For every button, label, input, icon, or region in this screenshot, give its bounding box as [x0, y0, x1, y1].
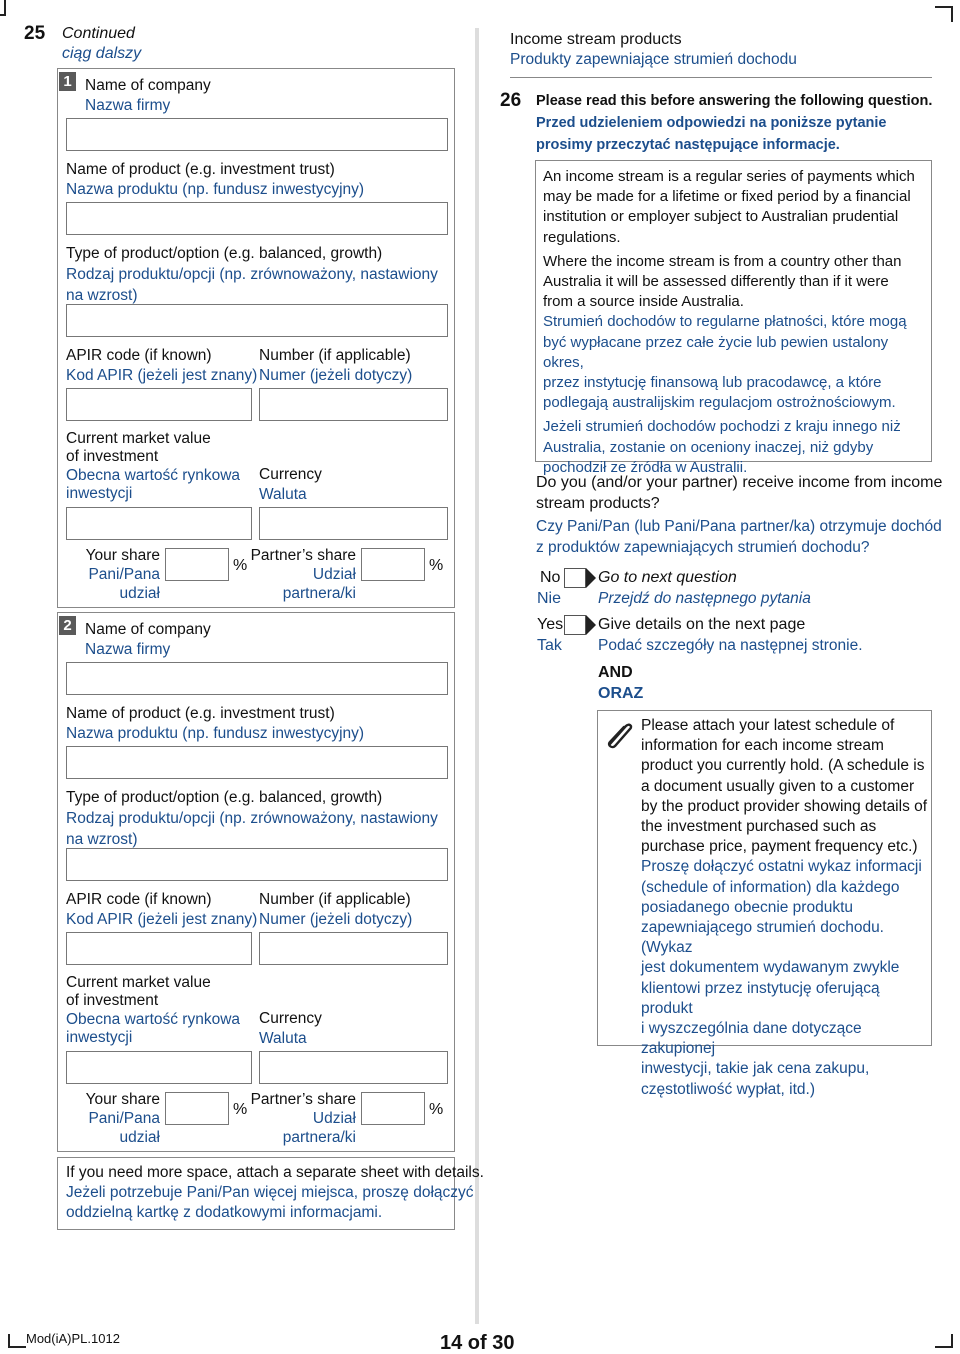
section-rule	[510, 77, 932, 78]
your-share-field-1[interactable]	[165, 548, 229, 581]
partner-share-label-pl: Udział	[312, 1110, 356, 1127]
your-share-field-2[interactable]	[165, 1092, 229, 1125]
apir-field-2[interactable]	[66, 932, 252, 965]
your-share-label: Your share	[85, 547, 160, 564]
entry-number-1: 1	[59, 72, 76, 91]
number-field-1[interactable]	[259, 388, 448, 421]
crop-mark-top-left	[0, 0, 6, 16]
currency-label-pl: Waluta	[259, 486, 307, 503]
your-share-label-pl-2: udział	[119, 585, 160, 602]
arrow-right-icon	[586, 615, 596, 635]
no-checkbox[interactable]	[564, 568, 586, 588]
type-label-pl: Rodzaj produktu/opcji (np. zrównoważony, nastawiony na wzrost)	[66, 266, 438, 304]
number-label-pl: Numer (jeżeli dotyczy)	[259, 911, 413, 928]
partner-share-label-pl: Udział	[312, 566, 356, 583]
apir-label: APIR code (if known)	[66, 347, 212, 364]
company-label: Name of company	[85, 621, 211, 638]
partner-share-label-pl-2: partnera/ki	[282, 1129, 356, 1146]
your-share-label-pl: Pani/Pana	[88, 1110, 160, 1127]
yes-label-pl: Tak	[537, 637, 562, 654]
market-value-field-1[interactable]	[66, 507, 252, 540]
type-label: Type of product/option (e.g. balanced, growth)	[66, 245, 383, 262]
partner-share-label: Partner’s share	[250, 1091, 356, 1108]
and-label-pl: ORAZ	[598, 685, 644, 702]
crop-mark-top-right	[935, 6, 953, 22]
question-text: Do you (and/or your partner) receive income from income	[536, 474, 943, 491]
form-code: Mod(iA)PL.1012	[26, 1331, 120, 1346]
market-value-label-pl-2: inwestycji	[66, 1029, 133, 1046]
percent-sign: %	[233, 557, 248, 574]
no-label: No	[540, 569, 561, 586]
no-action-pl: Przejdź do następnego pytania	[598, 590, 811, 607]
partner-share-label-pl-2: partnera/ki	[282, 585, 356, 602]
company-label: Name of company	[85, 77, 211, 94]
currency-label: Currency	[259, 466, 322, 483]
product-label-pl: Nazwa produktu (np. fundusz inwestycyjny)	[66, 725, 365, 742]
type-label-pl: Rodzaj produktu/opcji (np. zrównoważony, nastawiony na wzrost)	[66, 810, 438, 848]
apir-label: APIR code (if known)	[66, 891, 212, 908]
market-value-label: Current market value	[66, 430, 211, 447]
company-label-pl: Nazwa firmy	[85, 97, 171, 114]
your-share-label-pl: Pani/Pana	[88, 566, 160, 583]
number-field-2[interactable]	[259, 932, 448, 965]
percent-sign: %	[429, 557, 444, 574]
type-label: Type of product/option (e.g. balanced, growth)	[66, 789, 383, 806]
market-value-label-2: of investment	[66, 992, 159, 1009]
yes-action-pl: Podać szczegóły na następnej stronie.	[598, 637, 863, 654]
number-label-pl: Numer (jeżeli dotyczy)	[259, 367, 413, 384]
product-label-pl: Nazwa produktu (np. fundusz inwestycyjny)	[66, 181, 365, 198]
section-title-pl: Produkty zapewniające strumień dochodu	[510, 51, 797, 68]
product-field-1[interactable]	[66, 202, 448, 235]
your-share-label-pl-2: udział	[119, 1129, 160, 1146]
apir-field-1[interactable]	[66, 388, 252, 421]
partner-share-field-1[interactable]	[361, 548, 425, 581]
market-value-label-2: of investment	[66, 448, 159, 465]
section-title: Income stream products	[510, 31, 682, 48]
market-value-label: Current market value	[66, 974, 211, 991]
and-label: AND	[598, 664, 633, 681]
more-space-text-pl-2: oddzielną kartkę z dodatkowymi informacjami.	[66, 1204, 383, 1221]
question-number: 25	[24, 23, 46, 44]
type-field-2[interactable]	[66, 848, 448, 881]
apir-label-pl: Kod APIR (jeżeli jest znany)	[66, 911, 258, 928]
partner-share-label: Partner’s share	[250, 547, 356, 564]
intro-text: Please read this before answering the following question.	[536, 93, 933, 109]
paperclip-icon	[602, 716, 636, 750]
question-text-pl: Czy Pani/Pan (lub Pani/Pana partner/ka) otrzymuje dochód	[536, 518, 942, 535]
market-value-label-pl: Obecna wartość rynkowa	[66, 467, 241, 484]
yes-label: Yes	[537, 616, 564, 633]
currency-field-2[interactable]	[259, 1051, 448, 1084]
number-label: Number (if applicable)	[259, 891, 411, 908]
intro-text-pl: Przed udzieleniem odpowiedzi na poniższe pytanie	[536, 115, 887, 131]
arrow-right-icon	[586, 568, 596, 588]
yes-action: Give details on the next page	[598, 616, 806, 633]
page-number: 14 of 30	[440, 1332, 515, 1354]
product-label: Name of product (e.g. investment trust)	[66, 161, 335, 178]
percent-sign: %	[233, 1101, 248, 1118]
type-field-1[interactable]	[66, 304, 448, 337]
product-label: Name of product (e.g. investment trust)	[66, 705, 335, 722]
currency-label-pl: Waluta	[259, 1030, 307, 1047]
intro-text-pl-2: prosimy przeczytać następujące informacje.	[536, 137, 840, 153]
crop-mark-bottom-left	[8, 1334, 26, 1348]
question-text-2: stream products?	[536, 495, 660, 512]
attach-text: Please attach your latest schedule of information for each income stream product you currently hold. (A schedule is a document usually given to a customer by the product provider showing details of the investment purchased such as purchase price, payment frequency etc.) Proszę dołączyć ostatni wykaz informacji (schedule of information) dla każdego posiadanego obecnie produktu zapewniającego strumień dochodu. (Wykaz jest dokumentem wydawanym zwykle klientowi przez instytucję oferującą produkt i wyszczególnia dane dotyczące zakupionej inwestycji, takie jak cena zakupu, częstotliwość wypłat, itd.)	[641, 717, 928, 1098]
column-divider	[475, 28, 479, 1324]
market-value-field-2[interactable]	[66, 1051, 252, 1084]
partner-share-field-2[interactable]	[361, 1092, 425, 1125]
company-label-pl: Nazwa firmy	[85, 641, 171, 658]
market-value-label-pl: Obecna wartość rynkowa	[66, 1011, 241, 1028]
number-label: Number (if applicable)	[259, 347, 411, 364]
question-text-pl-2: z produktów zapewniających strumień dochodu?	[536, 539, 870, 556]
more-space-text-pl: Jeżeli potrzebuje Pani/Pan więcej miejsca, proszę dołączyć	[66, 1184, 474, 1201]
no-action: Go to next question	[598, 569, 737, 586]
no-label-pl: Nie	[537, 590, 562, 607]
product-field-2[interactable]	[66, 746, 448, 779]
percent-sign: %	[429, 1101, 444, 1118]
question-26-number: 26	[500, 90, 522, 111]
more-space-text: If you need more space, attach a separate sheet with details.	[66, 1164, 484, 1181]
currency-field-1[interactable]	[259, 507, 448, 540]
continued-label-pl: ciąg dalszy	[62, 45, 142, 62]
apir-label-pl: Kod APIR (jeżeli jest znany)	[66, 367, 258, 384]
crop-mark-bottom-right	[935, 1334, 953, 1348]
yes-checkbox[interactable]	[564, 615, 586, 635]
company-field-2[interactable]	[66, 662, 448, 695]
currency-label: Currency	[259, 1010, 322, 1027]
entry-number-2: 2	[59, 616, 76, 635]
your-share-label: Your share	[85, 1091, 160, 1108]
info-text: An income stream is a regular series of payments which may be made for a lifetime or fixed period by a financial institution or employer subject to Australian prudential regulations. Where the income stream is from a country other than Australia it will be assessed differently than if it were from a source inside Australia. Strumień dochodów to regularne płatności, które mogą być wypłacane przez całe życie lub pewien ustalony okres, przez instytucję finansową lub pracodawcę, a które podlegają australijskim regulacjom ostrożnościowym. Jeżeli strumień dochodów pochodzi z kraju innego niż Australia, zostanie on oceniony inaczej, niż gdyby pochodził ze źródła w Australii.	[543, 168, 915, 476]
continued-label: Continued	[62, 25, 135, 42]
market-value-label-pl-2: inwestycji	[66, 485, 133, 502]
company-field-1[interactable]	[66, 118, 448, 151]
